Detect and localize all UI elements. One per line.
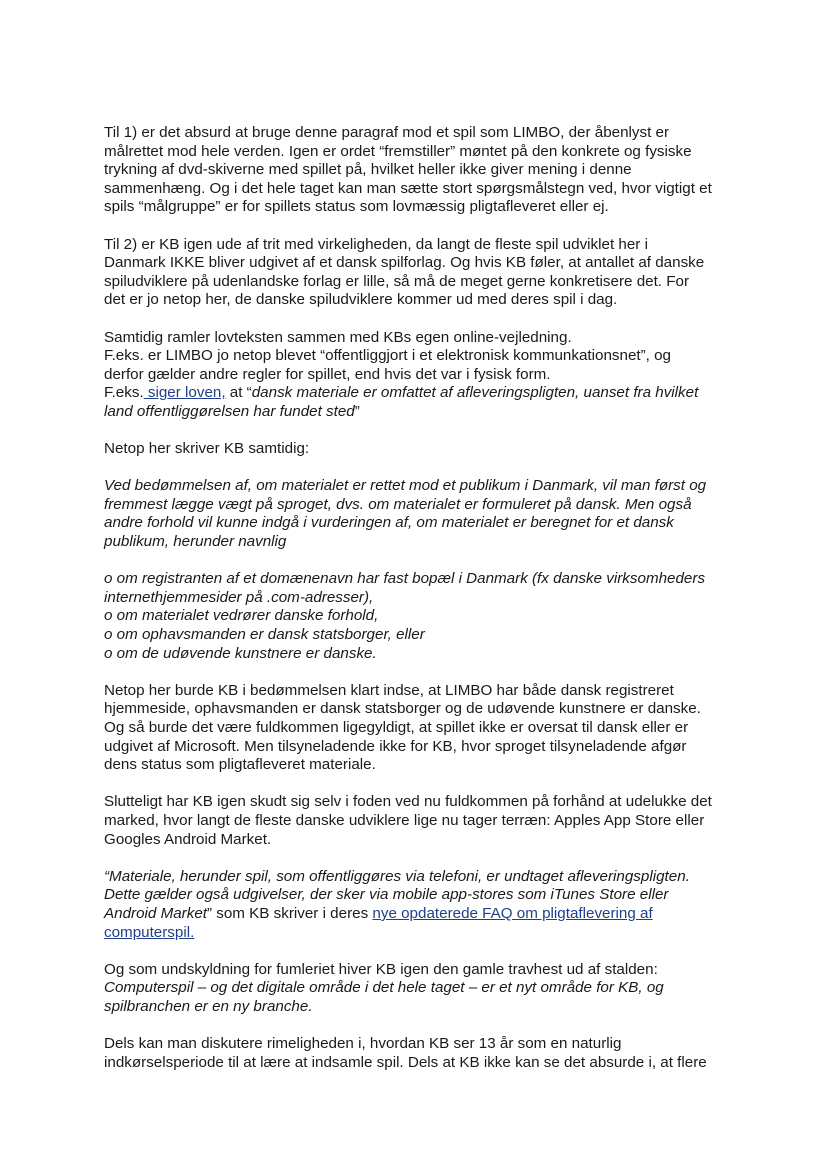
quote-list-item: o om de udøvende kunstnere er danske.: [104, 644, 377, 662]
text-line: spiludviklere på udenlandske forlag er lille, så må de meget gerne konkretisere det. For: [104, 272, 690, 290]
quote-list: [104, 570, 744, 663]
faq-link[interactable]: nye opdaterede FAQ om pligtaflevering af: [372, 904, 653, 922]
text-line: Netop her burde KB i bedømmelsen klart indse, at LIMBO har både dansk registreret: [104, 681, 674, 699]
text-line: hjemmeside, ophavsmanden er dansk statsborger og de udøvende kunstnere er danske.: [104, 700, 701, 718]
text-line: marked, hvor langt de fleste danske udviklere lige nu tager terræn: Apples App Store eller: [104, 811, 705, 829]
quote-list-item: internethjemmesider på .com-adresser),: [104, 588, 374, 606]
faq-quote-line: “Materiale, herunder spil, som offentliggøres via telefoni, er undtaget afleveringspligten.: [104, 867, 690, 885]
faq-quote: [104, 868, 744, 942]
text-line: Og som undskyldning for fumleriet hiver KB igen den gamle travhest ud af stalden:: [104, 960, 658, 978]
paragraph-8: [104, 1035, 744, 1072]
faq-link[interactable]: computerspil.: [104, 923, 195, 941]
text-line: Dels kan man diskutere rimeligheden i, hvordan KB ser 13 år som en naturlig: [104, 1035, 622, 1053]
law-link[interactable]: siger loven,: [143, 384, 226, 402]
text-line: spils “målgruppe” er for spillets status som lovmæssig pligtafleveret eller ej.: [104, 198, 609, 216]
text-line: sammenhæng. Og i det hele taget kan man sætte stort spørgsmålstegn ved, hvor vigtigt et: [104, 179, 712, 197]
paragraph-3: [104, 329, 744, 422]
text-line: dens status som pligtafleveret materiale.: [104, 756, 376, 774]
quote-line: fremmest lægge vægt på sproget, dvs. om materialet er formuleret på dansk. Men også: [104, 495, 692, 513]
text-line: målrettet mod hele verden. Igen er ordet “fremstiller” møntet på den konkrete og fysiske: [104, 142, 692, 160]
law-quote-line: [104, 403, 744, 422]
law-quote-prefix: F.eks.: [104, 384, 144, 402]
text-line: Danmark IKKE bliver udgivet af et dansk spilforlag. Og hvis KB føler, at antallet af danske: [104, 254, 705, 272]
faq-quote-line: [104, 905, 744, 924]
text-line: F.eks. er LIMBO jo netop blevet “offentliggjort i et elektronisk kommunkationsnet”, og: [104, 347, 671, 365]
law-quote-middle: at “: [225, 384, 252, 402]
text-line: Samtidig ramler lovteksten sammen med KBs egen online-vejledning.: [104, 328, 572, 346]
quote-block: [104, 477, 744, 551]
quote-list-item: o om ophavsmanden er dansk statsborger, eller: [104, 626, 425, 644]
document-body: [104, 124, 744, 1072]
law-quote-suffix: ”: [354, 402, 360, 420]
faq-quote-line: Dette gælder også udgivelser, der sker via mobile app-stores som iTunes Store eller: [104, 886, 669, 904]
law-quote-line: [104, 384, 744, 403]
text-line: Til 1) er det absurd at bruge denne paragraf mod et spil som LIMBO, der åbenlyst er: [104, 124, 670, 141]
text-line: det er jo netop her, de danske spiludviklere kommer ud med deres spil i dag.: [104, 291, 618, 309]
text-line: Googles Android Market.: [104, 830, 272, 848]
quote-line: publikum, herunder navnlig: [104, 533, 287, 551]
law-quote-italic: dansk materiale er omfattet af afleveringspligten, uanset fra hvilket: [251, 384, 699, 402]
paragraph-1: [104, 124, 744, 217]
text-line: trykning af dvd-skiverne med spillet på, hvilket heller ikke giver mening i denne: [104, 161, 632, 179]
text-line: Slutteligt har KB igen skudt sig selv i foden ved nu fuldkommen på forhånd at udelukke det: [104, 793, 712, 811]
quote-list-item: o om materialet vedrører danske forhold,: [104, 607, 379, 625]
text-line: indkørselsperiode til at lære at indsamle spil. Dels at KB ikke kan se det absurde i, at flere: [104, 1053, 707, 1071]
text-line: Computerspil – og det digitale område i det hele taget – er et nyt område for KB, og: [104, 979, 664, 997]
quote-line: andre forhold vil kunne indgå i vurderingen af, om materialet er beregnet for et dansk: [104, 514, 674, 532]
paragraph-6: [104, 793, 744, 849]
paragraph-4: [104, 440, 744, 459]
faq-quote-text: ” som KB skriver i deres: [206, 904, 373, 922]
text-line: udgivet af Microsoft. Men tilsyneladende ikke for KB, hvor sproget tilsyneladende afgør: [104, 737, 687, 755]
paragraph-5: [104, 682, 744, 775]
law-quote-italic: land offentliggørelsen har fundet sted: [104, 402, 355, 420]
faq-quote-italic: Android Market: [104, 904, 207, 922]
faq-quote-line: [104, 924, 744, 943]
quote-line: Ved bedømmelsen af, om materialet er rettet mod et publikum i Danmark, vil man først og: [104, 477, 707, 495]
text-line: Til 2) er KB igen ude af trit med virkeligheden, da langt de fleste spil udviklet her i: [104, 235, 648, 253]
quote-list-item: o om registranten af et domænenavn har fast bopæl i Danmark (fx danske virksomheders: [104, 570, 706, 588]
paragraph-2: [104, 236, 744, 310]
text-line: derfor gælder andre regler for spillet, end hvis det var i fysisk form.: [104, 365, 551, 383]
text-line: spilbranchen er en ny branche.: [104, 997, 313, 1015]
paragraph-7: [104, 961, 744, 1017]
text-line: Netop her skriver KB samtidig:: [104, 440, 310, 458]
text-line: Og så burde det være fuldkommen ligegyldigt, at spillet ikke er oversat til dansk eller er: [104, 719, 689, 736]
